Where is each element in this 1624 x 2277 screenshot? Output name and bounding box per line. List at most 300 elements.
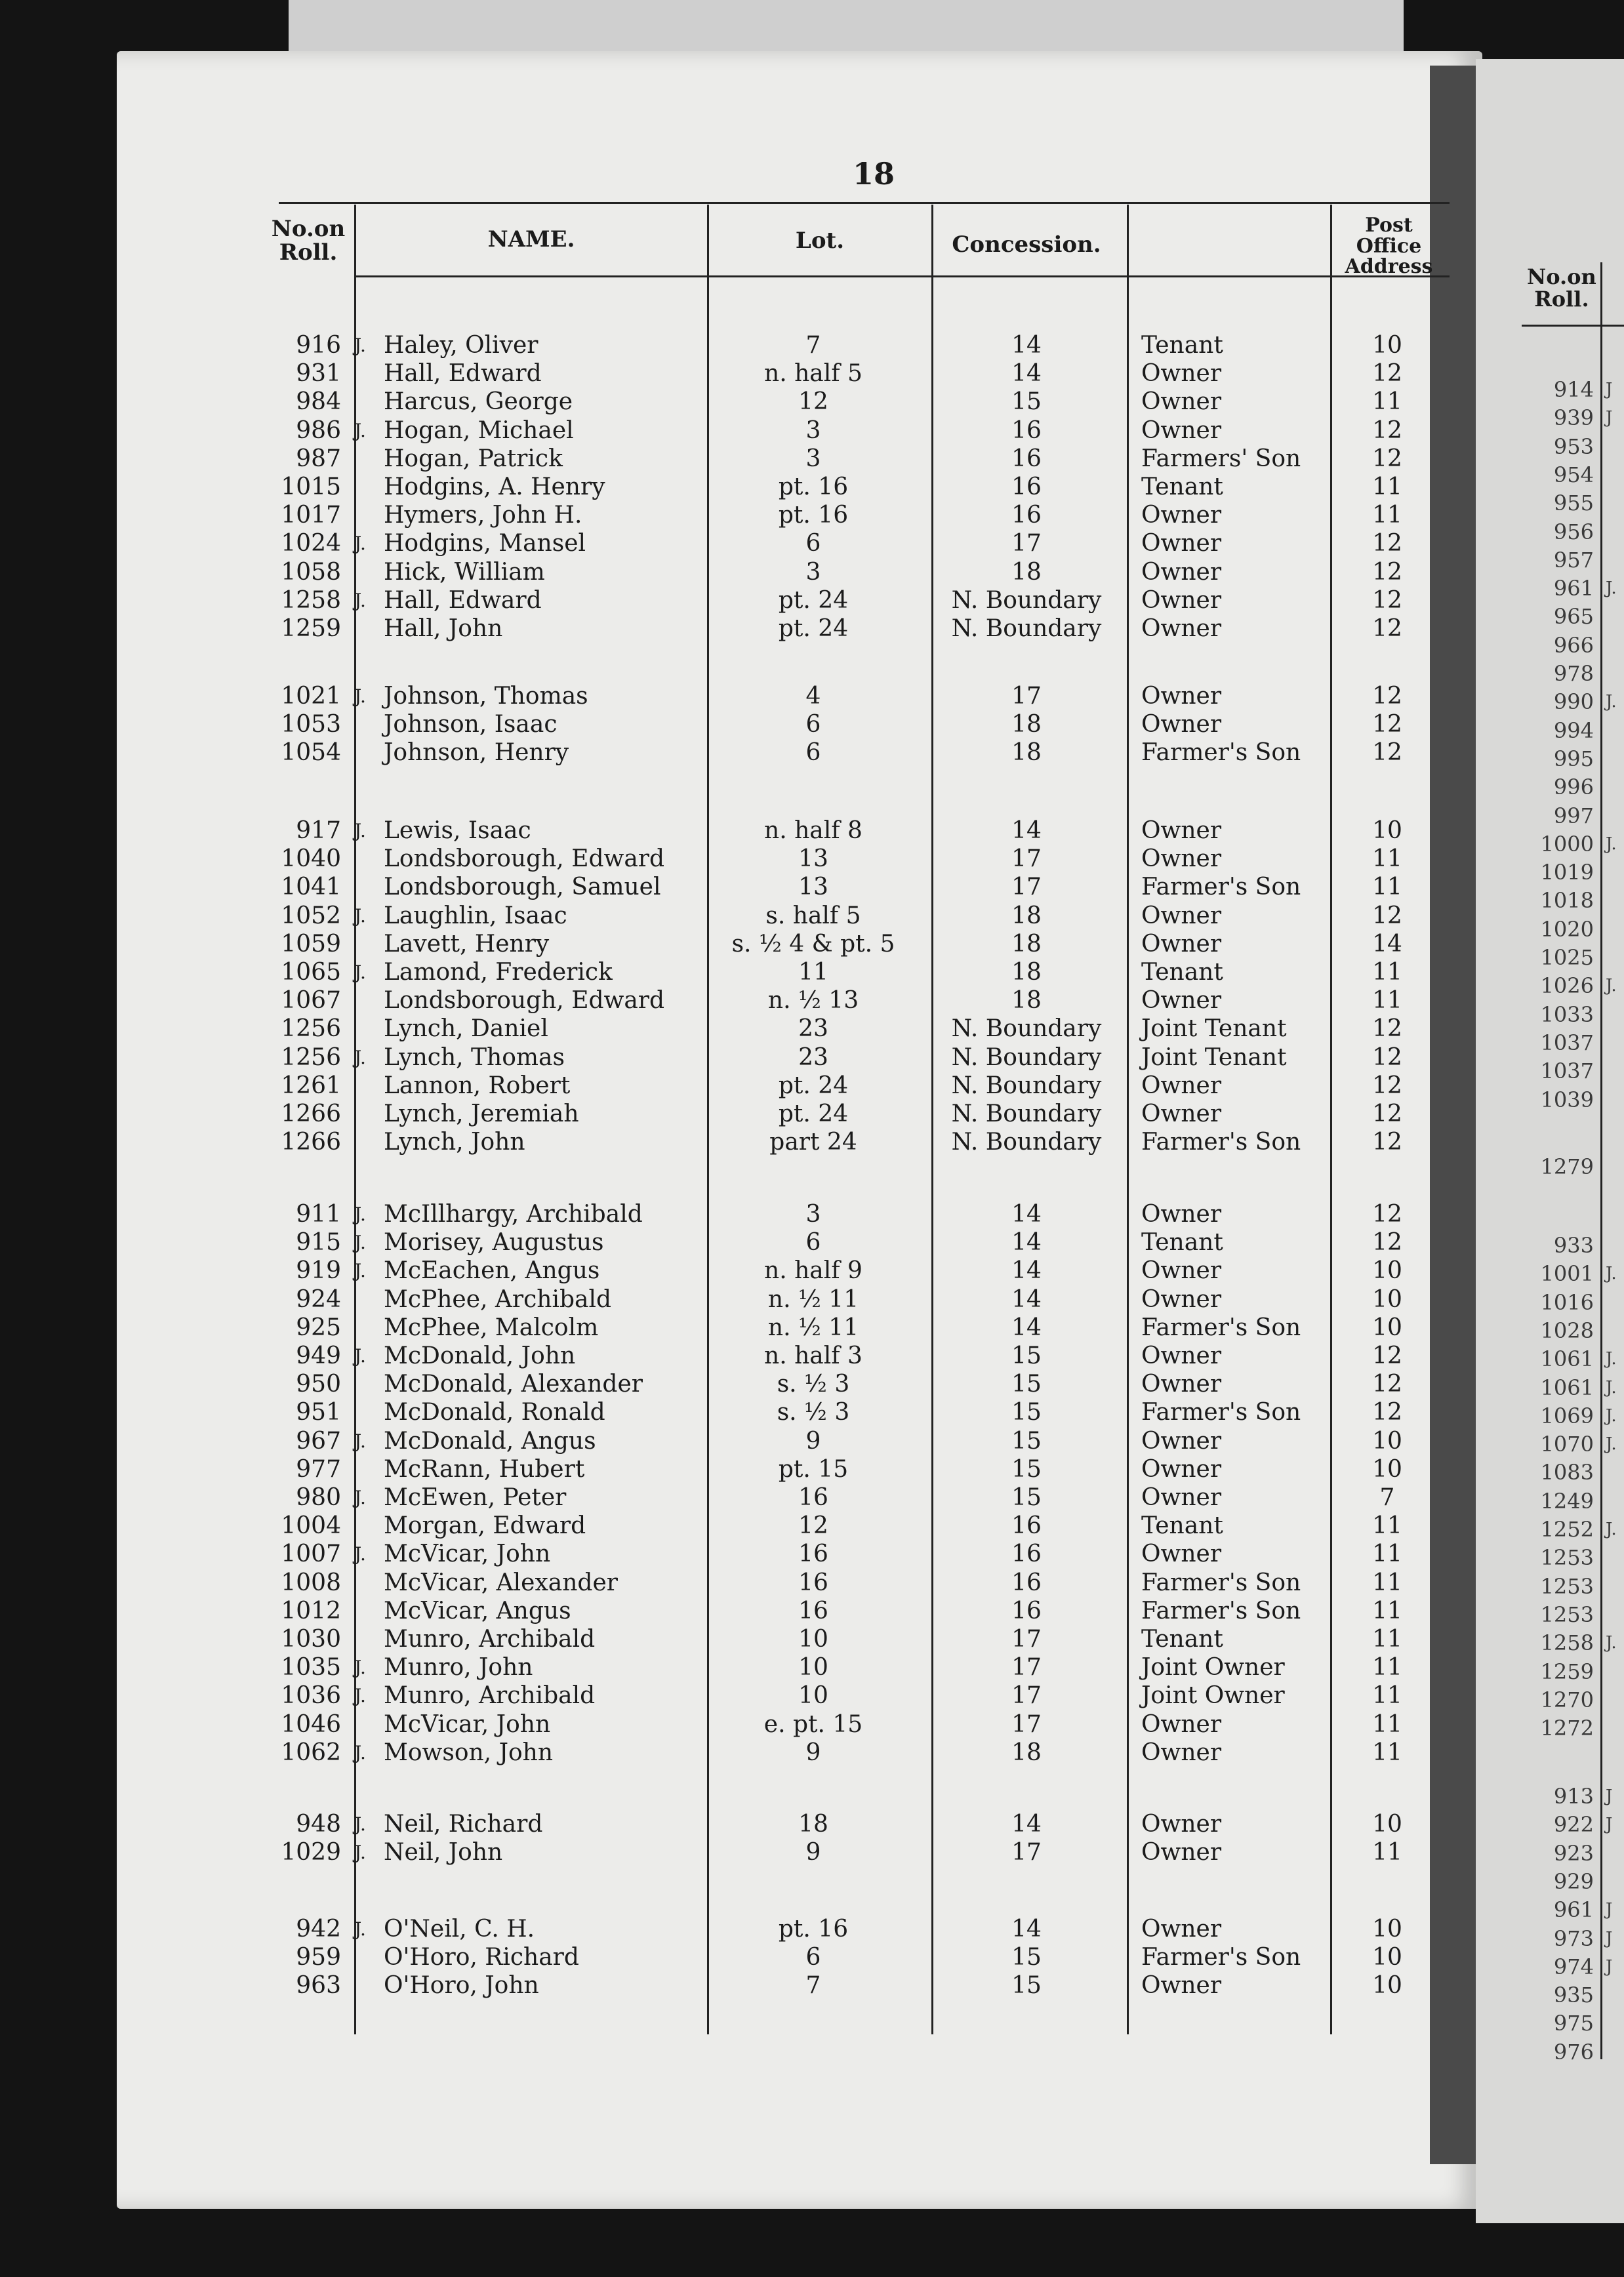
voter-status: Farmer's Son bbox=[1141, 1944, 1301, 1971]
concession: N. Boundary bbox=[951, 615, 1102, 642]
lot-number: 6 bbox=[805, 1944, 821, 1971]
post-office-number: 11 bbox=[1372, 959, 1402, 986]
concession: N. Boundary bbox=[951, 1072, 1102, 1099]
roll-number: 1266 bbox=[281, 1129, 341, 1156]
table-row bbox=[0, 1810, 1624, 1838]
roll-number: 1261 bbox=[281, 1072, 341, 1099]
table-row bbox=[0, 1427, 1624, 1455]
post-office-number: 7 bbox=[1379, 1484, 1395, 1511]
facing-page-juror-mark: J. bbox=[1606, 1264, 1617, 1284]
facing-page-roll-number: 1061 bbox=[1540, 1346, 1594, 1372]
header-bottom-rule bbox=[354, 275, 1450, 277]
voter-name: Harcus, George bbox=[384, 388, 573, 416]
facing-page-juror-mark: J. bbox=[1606, 1520, 1617, 1539]
concession: 16 bbox=[1011, 1569, 1042, 1596]
voter-name: Lavett, Henry bbox=[384, 930, 550, 957]
post-office-number: 11 bbox=[1372, 1569, 1402, 1596]
roll-number: 1015 bbox=[281, 474, 341, 500]
lot-number: 12 bbox=[798, 1512, 828, 1540]
page-number: 18 bbox=[853, 156, 895, 191]
voter-name: McRann, Hubert bbox=[384, 1455, 585, 1483]
table-row bbox=[0, 1653, 1624, 1682]
facing-page-roll-number: 1028 bbox=[1540, 1318, 1594, 1343]
voter-name: Lynch, Jeremiah bbox=[384, 1100, 579, 1127]
concession: 18 bbox=[1011, 959, 1042, 986]
voter-name: Hogan, Michael bbox=[384, 416, 574, 444]
voter-name: Lamond, Frederick bbox=[384, 959, 613, 986]
table-row bbox=[0, 1682, 1624, 1710]
facing-page-roll-number: 1069 bbox=[1540, 1403, 1594, 1428]
roll-number: 1058 bbox=[281, 558, 341, 586]
voter-name: Neil, John bbox=[384, 1839, 503, 1866]
post-office-number: 10 bbox=[1372, 1257, 1402, 1285]
juror-mark: J. bbox=[354, 1046, 366, 1068]
facing-page-roll-number: 953 bbox=[1553, 433, 1594, 459]
facing-page-roll-number: 996 bbox=[1553, 775, 1594, 800]
juror-mark: J. bbox=[354, 1543, 366, 1565]
concession: 17 bbox=[1011, 683, 1042, 710]
roll-number: 1007 bbox=[281, 1541, 341, 1568]
juror-mark: J. bbox=[354, 820, 366, 841]
table-row bbox=[0, 445, 1624, 473]
concession: 18 bbox=[1011, 739, 1042, 767]
voter-name: Morisey, Augustus bbox=[384, 1229, 604, 1257]
lot-number: e. pt. 15 bbox=[763, 1710, 863, 1738]
lot-number: 10 bbox=[798, 1654, 828, 1682]
facing-page-juror-mark: J. bbox=[1606, 692, 1617, 712]
post-office-number: 11 bbox=[1372, 1682, 1402, 1710]
post-office-number: 11 bbox=[1372, 474, 1402, 500]
voter-status: Tenant bbox=[1141, 1626, 1223, 1653]
voter-name: Londsborough, Samuel bbox=[384, 874, 661, 901]
concession: 17 bbox=[1011, 1682, 1042, 1710]
facing-page-roll-number: 939 bbox=[1553, 405, 1594, 431]
roll-number: 1004 bbox=[281, 1512, 341, 1540]
post-office-number: 10 bbox=[1372, 332, 1402, 359]
table-row bbox=[0, 1971, 1624, 2000]
lot-number: 7 bbox=[805, 332, 821, 359]
post-office-number: 11 bbox=[1372, 1710, 1402, 1738]
roll-number: 1266 bbox=[281, 1100, 341, 1127]
facing-page-roll-number: 995 bbox=[1553, 746, 1594, 771]
voter-name: McDonald, John bbox=[384, 1342, 576, 1369]
concession: 17 bbox=[1011, 845, 1042, 873]
concession: 17 bbox=[1011, 1839, 1042, 1866]
lot-number: 10 bbox=[798, 1626, 828, 1653]
concession: N. Boundary bbox=[951, 1129, 1102, 1156]
lot-number: pt. 24 bbox=[778, 586, 849, 614]
facing-page-roll-number: 913 bbox=[1553, 1784, 1594, 1809]
table-row bbox=[0, 1597, 1624, 1625]
post-office-number: 10 bbox=[1372, 1285, 1402, 1313]
table-row bbox=[0, 930, 1624, 958]
concession: 17 bbox=[1011, 530, 1042, 557]
table-row bbox=[0, 1015, 1624, 1043]
lot-number: 7 bbox=[805, 1972, 821, 2000]
facing-page-roll-number: 957 bbox=[1553, 547, 1594, 573]
facing-page-roll-number: 1258 bbox=[1540, 1630, 1594, 1656]
juror-mark: J. bbox=[354, 1741, 366, 1763]
facing-page-roll-number: 956 bbox=[1553, 519, 1594, 544]
post-office-number: 12 bbox=[1372, 1201, 1402, 1228]
facing-page-roll-number: 954 bbox=[1553, 462, 1594, 487]
roll-number: 1258 bbox=[281, 586, 341, 614]
concession: 18 bbox=[1011, 1739, 1042, 1766]
post-office-number: 12 bbox=[1372, 1100, 1402, 1127]
voter-status: Owner bbox=[1141, 1811, 1222, 1838]
voter-name: McDonald, Alexander bbox=[384, 1371, 643, 1398]
post-office-number: 14 bbox=[1372, 930, 1402, 957]
facing-page-roll-number: 1037 bbox=[1540, 1058, 1594, 1084]
facing-page-roll-number: 1018 bbox=[1540, 888, 1594, 914]
facing-page-roll-number: 1000 bbox=[1540, 831, 1594, 856]
concession: 16 bbox=[1011, 502, 1042, 529]
table-row bbox=[0, 1228, 1624, 1257]
voter-status: Owner bbox=[1141, 615, 1222, 642]
voter-name: Haley, Oliver bbox=[384, 332, 538, 359]
voter-name: McVicar, John bbox=[384, 1710, 551, 1738]
lot-number: s. ½ 4 & pt. 5 bbox=[731, 930, 895, 957]
facing-page-roll-number: 914 bbox=[1553, 377, 1594, 402]
voter-name: McPhee, Malcolm bbox=[384, 1314, 599, 1341]
post-office-number: 10 bbox=[1372, 1811, 1402, 1838]
juror-mark: J. bbox=[354, 1685, 366, 1707]
voter-name: Lannon, Robert bbox=[384, 1072, 571, 1099]
voter-status: Owner bbox=[1141, 1484, 1222, 1511]
facing-page-juror-mark: J bbox=[1606, 1900, 1613, 1920]
post-office-number: 11 bbox=[1372, 388, 1402, 416]
lot-number: pt. 15 bbox=[778, 1455, 849, 1483]
facing-page-juror-mark: J. bbox=[1606, 976, 1617, 996]
voter-status: Owner bbox=[1141, 502, 1222, 529]
voter-status: Owner bbox=[1141, 558, 1222, 586]
voter-status: Owner bbox=[1141, 1739, 1222, 1766]
post-office-number: 11 bbox=[1372, 874, 1402, 901]
facing-page-header-rule bbox=[1522, 325, 1624, 327]
post-office-number: 11 bbox=[1372, 1626, 1402, 1653]
voter-status: Tenant bbox=[1141, 959, 1223, 986]
voter-name: Hall, Edward bbox=[384, 586, 542, 614]
voter-status: Owner bbox=[1141, 1342, 1222, 1369]
voter-status: Joint Owner bbox=[1141, 1682, 1285, 1710]
voter-status: Owner bbox=[1141, 1100, 1222, 1127]
post-office-number: 12 bbox=[1372, 1399, 1402, 1426]
lot-number: n. half 9 bbox=[764, 1257, 863, 1285]
voter-name: Hall, John bbox=[384, 615, 503, 642]
voter-status: Farmer's Son bbox=[1141, 1129, 1301, 1156]
concession: 14 bbox=[1011, 1314, 1042, 1341]
voter-status: Farmer's Son bbox=[1141, 1314, 1301, 1341]
voter-name: Munro, Archibald bbox=[384, 1626, 596, 1653]
table-row bbox=[0, 558, 1624, 586]
juror-mark: J. bbox=[354, 1345, 366, 1367]
voter-status: Owner bbox=[1141, 817, 1222, 844]
roll-number: 1067 bbox=[281, 987, 341, 1015]
roll-number: 917 bbox=[296, 817, 341, 844]
post-office-number: 10 bbox=[1372, 1944, 1402, 1971]
concession: 17 bbox=[1011, 874, 1042, 901]
table-row bbox=[0, 1512, 1624, 1540]
concession: 17 bbox=[1011, 1626, 1042, 1653]
table-row bbox=[0, 1043, 1624, 1072]
lot-number: n. half 5 bbox=[764, 360, 863, 388]
facing-page-roll-number: 1253 bbox=[1540, 1573, 1594, 1599]
lot-number: n. ½ 13 bbox=[767, 987, 859, 1015]
facing-page-roll-number: 1026 bbox=[1540, 973, 1594, 999]
post-office-number: 12 bbox=[1372, 739, 1402, 767]
voter-status: Owner bbox=[1141, 1455, 1222, 1483]
voter-status: Owner bbox=[1141, 902, 1222, 929]
facing-page-roll-number: 1039 bbox=[1540, 1087, 1594, 1112]
post-office-number: 12 bbox=[1372, 360, 1402, 388]
concession: 17 bbox=[1011, 1654, 1042, 1682]
lot-number: 3 bbox=[805, 1201, 821, 1228]
voter-name: Munro, Archibald bbox=[384, 1682, 596, 1710]
roll-number: 949 bbox=[296, 1342, 341, 1369]
table-row bbox=[0, 958, 1624, 986]
lot-number: 6 bbox=[805, 739, 821, 767]
roll-number: 1053 bbox=[281, 711, 341, 738]
concession: 18 bbox=[1011, 987, 1042, 1015]
roll-number: 916 bbox=[296, 332, 341, 359]
voter-name: Neil, Richard bbox=[384, 1811, 543, 1838]
lot-number: 23 bbox=[798, 1043, 828, 1071]
voter-status: Farmer's Son bbox=[1141, 1597, 1301, 1624]
voter-status: Tenant bbox=[1141, 332, 1223, 359]
voter-status: Farmer's Son bbox=[1141, 1569, 1301, 1596]
lot-number: 13 bbox=[798, 874, 828, 901]
table-row bbox=[0, 1200, 1624, 1228]
table-row bbox=[0, 1128, 1624, 1156]
voter-name: McVicar, Angus bbox=[384, 1597, 571, 1624]
voter-status: Owner bbox=[1141, 1710, 1222, 1738]
roll-number: 963 bbox=[296, 1972, 341, 2000]
table-row bbox=[0, 873, 1624, 901]
facing-page-roll-header: No.on Roll. bbox=[1527, 264, 1596, 312]
post-office-number: 12 bbox=[1372, 1015, 1402, 1043]
roll-number: 1059 bbox=[281, 930, 341, 957]
facing-page-juror-mark: J bbox=[1606, 1956, 1613, 1977]
lot-number: 16 bbox=[798, 1569, 828, 1596]
post-office-number: 12 bbox=[1372, 902, 1402, 929]
concession: 17 bbox=[1011, 1710, 1042, 1738]
facing-page-roll-number: 935 bbox=[1553, 1983, 1594, 2008]
roll-number: 1041 bbox=[281, 874, 341, 901]
roll-number: 1021 bbox=[281, 683, 341, 710]
roll-number: 1046 bbox=[281, 1710, 341, 1738]
concession: 18 bbox=[1011, 711, 1042, 738]
concession: 16 bbox=[1011, 1512, 1042, 1540]
post-office-number: 12 bbox=[1372, 1043, 1402, 1071]
roll-number: 924 bbox=[296, 1285, 341, 1313]
concession: 18 bbox=[1011, 902, 1042, 929]
juror-mark: J. bbox=[354, 533, 366, 555]
voter-status: Owner bbox=[1141, 683, 1222, 710]
table-row bbox=[0, 1739, 1624, 1767]
lot-number: 16 bbox=[798, 1597, 828, 1624]
facing-page-juror-mark: J. bbox=[1606, 834, 1617, 854]
table-row bbox=[0, 1072, 1624, 1100]
lot-number: n. ½ 11 bbox=[767, 1285, 859, 1313]
facing-page-roll-number: 961 bbox=[1553, 1897, 1594, 1923]
concession: 18 bbox=[1011, 930, 1042, 957]
concession: 14 bbox=[1011, 1811, 1042, 1838]
lot-number: part 24 bbox=[769, 1129, 857, 1156]
facing-page-roll-number: 1025 bbox=[1540, 945, 1594, 970]
juror-mark: J. bbox=[354, 961, 366, 983]
voter-name: Hodgins, A. Henry bbox=[384, 474, 605, 500]
post-office-number: 11 bbox=[1372, 1597, 1402, 1624]
table-row bbox=[0, 529, 1624, 557]
voter-status: Owner bbox=[1141, 711, 1222, 738]
lot-number: 6 bbox=[805, 530, 821, 557]
facing-page-roll-number: 994 bbox=[1553, 717, 1594, 743]
facing-page-roll-number: 1259 bbox=[1540, 1659, 1594, 1684]
voter-name: Lynch, Daniel bbox=[384, 1015, 548, 1043]
post-office-number: 11 bbox=[1372, 1739, 1402, 1766]
roll-number: 1259 bbox=[281, 615, 341, 642]
facing-page-roll-number: 1083 bbox=[1540, 1460, 1594, 1485]
voter-status: Joint Tenant bbox=[1141, 1015, 1287, 1043]
lot-number: n. half 8 bbox=[764, 817, 863, 844]
header-concession: Concession. bbox=[952, 232, 1101, 258]
post-office-number: 12 bbox=[1372, 1342, 1402, 1369]
juror-mark: J. bbox=[354, 1203, 366, 1225]
juror-mark: J. bbox=[354, 419, 366, 441]
post-office-number: 11 bbox=[1372, 502, 1402, 529]
voter-name: O'Horo, John bbox=[384, 1972, 539, 2000]
facing-page-roll-number: 1016 bbox=[1540, 1289, 1594, 1315]
facing-page-roll-number: 922 bbox=[1553, 1812, 1594, 1838]
concession: 14 bbox=[1011, 1257, 1042, 1285]
voter-status: Tenant bbox=[1141, 1229, 1223, 1257]
voter-status: Tenant bbox=[1141, 1512, 1223, 1540]
concession: N. Boundary bbox=[951, 1015, 1102, 1043]
voter-name: McDonald, Angus bbox=[384, 1427, 596, 1455]
header-post-office: Post Office Address bbox=[1345, 214, 1433, 278]
roll-number: 1062 bbox=[281, 1739, 341, 1766]
table-row bbox=[0, 738, 1624, 767]
header-lot: Lot. bbox=[795, 228, 845, 254]
post-office-number: 10 bbox=[1372, 1916, 1402, 1943]
post-office-number: 10 bbox=[1372, 1972, 1402, 2000]
roll-number: 1030 bbox=[281, 1626, 341, 1653]
lot-number: 3 bbox=[805, 416, 821, 444]
concession: 15 bbox=[1011, 1484, 1042, 1511]
roll-number: 986 bbox=[296, 416, 341, 444]
post-office-number: 10 bbox=[1372, 1314, 1402, 1341]
roll-number: 1036 bbox=[281, 1682, 341, 1710]
facing-page-roll-number: 1019 bbox=[1540, 860, 1594, 885]
voter-status: Farmer's Son bbox=[1141, 739, 1301, 767]
voter-name: Hick, William bbox=[384, 558, 545, 586]
facing-page-roll-number: 973 bbox=[1553, 1925, 1594, 1951]
facing-page-roll-number: 976 bbox=[1553, 2039, 1594, 2065]
concession: N. Boundary bbox=[951, 1043, 1102, 1071]
lot-number: 18 bbox=[798, 1811, 828, 1838]
post-office-number: 10 bbox=[1372, 1455, 1402, 1483]
voter-name: McVicar, John bbox=[384, 1541, 551, 1568]
lot-number: pt. 24 bbox=[778, 1100, 849, 1127]
lot-number: s. ½ 3 bbox=[777, 1371, 850, 1398]
concession: 14 bbox=[1011, 1916, 1042, 1943]
post-office-number: 11 bbox=[1372, 987, 1402, 1015]
table-row bbox=[0, 1455, 1624, 1483]
facing-page-roll-number: 1252 bbox=[1540, 1517, 1594, 1542]
roll-number: 980 bbox=[296, 1484, 341, 1511]
concession: 15 bbox=[1011, 1342, 1042, 1369]
voter-status: Owner bbox=[1141, 845, 1222, 873]
concession: 15 bbox=[1011, 1944, 1042, 1971]
voter-status: Owner bbox=[1141, 1285, 1222, 1313]
facing-page-roll-number: 1033 bbox=[1540, 1001, 1594, 1027]
voter-status: Joint Owner bbox=[1141, 1654, 1285, 1682]
voter-status: Owner bbox=[1141, 1371, 1222, 1398]
table-row bbox=[0, 1342, 1624, 1370]
voter-name: Londsborough, Edward bbox=[384, 845, 665, 873]
lot-number: 12 bbox=[798, 388, 828, 416]
roll-number: 948 bbox=[296, 1811, 341, 1838]
table-row bbox=[0, 1100, 1624, 1128]
voter-name: Johnson, Thomas bbox=[384, 683, 588, 710]
roll-number: 931 bbox=[296, 360, 341, 388]
voter-status: Owner bbox=[1141, 1972, 1222, 2000]
voter-name: O'Neil, C. H. bbox=[384, 1916, 535, 1943]
post-office-number: 12 bbox=[1372, 445, 1402, 472]
table-row bbox=[0, 1483, 1624, 1512]
facing-page-roll-number: 1253 bbox=[1540, 1602, 1594, 1627]
lot-number: 11 bbox=[798, 959, 828, 986]
roll-number: 1040 bbox=[281, 845, 341, 873]
table-row bbox=[0, 615, 1624, 643]
voter-status: Farmer's Son bbox=[1141, 1399, 1301, 1426]
concession: 15 bbox=[1011, 388, 1042, 416]
lot-number: 3 bbox=[805, 445, 821, 472]
concession: 15 bbox=[1011, 1972, 1042, 2000]
table-row bbox=[0, 986, 1624, 1015]
post-office-number: 12 bbox=[1372, 530, 1402, 557]
juror-mark: J. bbox=[354, 1430, 366, 1452]
concession: N. Boundary bbox=[951, 586, 1102, 614]
voter-status: Tenant bbox=[1141, 474, 1223, 500]
table-row bbox=[0, 1398, 1624, 1426]
roll-number: 1054 bbox=[281, 739, 341, 767]
concession: 15 bbox=[1011, 1371, 1042, 1398]
voter-name: Lynch, Thomas bbox=[384, 1043, 565, 1071]
voter-status: Joint Tenant bbox=[1141, 1043, 1287, 1071]
roll-number: 1035 bbox=[281, 1654, 341, 1682]
table-row bbox=[0, 1285, 1624, 1314]
lot-number: 6 bbox=[805, 711, 821, 738]
post-office-number: 12 bbox=[1372, 711, 1402, 738]
table-row bbox=[0, 1569, 1624, 1597]
voter-status: Owner bbox=[1141, 987, 1222, 1015]
lot-number: pt. 16 bbox=[778, 474, 849, 500]
concession: 16 bbox=[1011, 416, 1042, 444]
voter-status: Owner bbox=[1141, 1201, 1222, 1228]
voter-name: Munro, John bbox=[384, 1654, 533, 1682]
facing-page-roll-number: 974 bbox=[1553, 1954, 1594, 1979]
post-office-number: 12 bbox=[1372, 1229, 1402, 1257]
facing-page-roll-number: 955 bbox=[1553, 491, 1594, 516]
concession: 16 bbox=[1011, 1597, 1042, 1624]
facing-page-juror-mark: J bbox=[1606, 1928, 1613, 1948]
concession: 14 bbox=[1011, 332, 1042, 359]
roll-number: 984 bbox=[296, 388, 341, 416]
lot-number: 23 bbox=[798, 1015, 828, 1043]
table-row bbox=[0, 845, 1624, 873]
post-office-number: 12 bbox=[1372, 416, 1402, 444]
